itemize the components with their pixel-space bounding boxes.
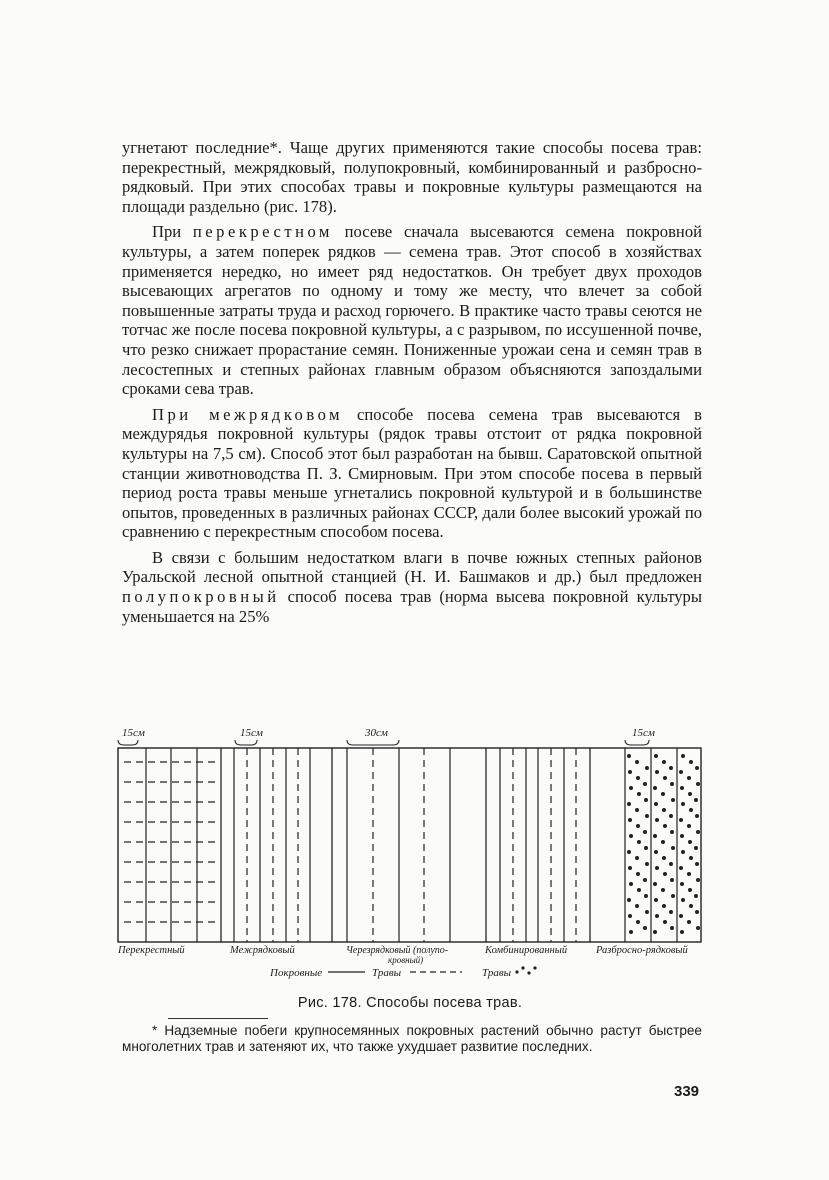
grass-seed-dot: [628, 899, 631, 902]
grass-seed-dot: [638, 841, 641, 844]
grass-seed-dot: [644, 831, 647, 834]
grass-seed-dot: [680, 867, 683, 870]
grass-seed-dot: [645, 895, 648, 898]
grass-seed-dot: [655, 899, 658, 902]
grass-seed-dot: [663, 857, 666, 860]
grass-seed-dot: [630, 787, 633, 790]
grass-seed-dot: [628, 851, 631, 854]
grass-seed-dot: [644, 927, 647, 930]
legend-dots: [515, 966, 536, 974]
figure-caption: Рис. 178. Способы посева трав.: [297, 995, 523, 1011]
grass-seed-dot: [655, 755, 658, 758]
grass-seed-dot: [681, 787, 684, 790]
figure-frame: [118, 748, 701, 942]
grass-seed-dot: [656, 771, 659, 774]
method-label-kombinirovanny: Комбинированный: [485, 945, 568, 956]
grass-seed-dot: [662, 793, 665, 796]
dim-label-3: 30см: [365, 727, 388, 739]
grass-seed-dot: [654, 787, 657, 790]
grass-seed-dot: [696, 767, 699, 770]
grass-seed-dot: [656, 819, 659, 822]
grass-seed-dot: [656, 867, 659, 870]
p2-rest: посеве сначала высеваются семена покровной культуры, а затем поперек рядков — семена трав. Этот способ в хозяйствах применяется нередко, но имеет ряд недостатков. Он требует двух проходов высевающих агрегатов по одному и тому же месту, что влечет за собой повышенные затраты труда и расход горючего. В практике часто травы сеются не тотчас же после посева покровной культуры, а с разрывом, по иссушенной почве, что резко снижает прорастание семян. Пониженные урожаи сена и семян трав в лесостепных и степных районах главным образом объясняются запоздалыми сроками сева трав.: [122, 222, 702, 399]
grass-seed-dot: [629, 867, 632, 870]
grass-seed-dot: [688, 777, 691, 780]
grass-seed-dot: [670, 815, 673, 818]
paragraph-3: [122, 405, 702, 542]
grass-seed-dot: [672, 895, 675, 898]
grass-seed-dot: [628, 803, 631, 806]
grass-seed-dot: [654, 835, 657, 838]
grass-seed-dot: [682, 755, 685, 758]
grass-seed-dot: [646, 863, 649, 866]
grass-seed-dot: [690, 857, 693, 860]
grass-seed-dot: [690, 761, 693, 764]
grass-seed-dot: [671, 927, 674, 930]
grass-seed-dot: [664, 873, 667, 876]
grass-seed-dot: [662, 889, 665, 892]
grass-seed-dot: [689, 841, 692, 844]
grass-seed-dot: [664, 777, 667, 780]
footnote-rule: [168, 1018, 268, 1019]
grass-seed-dot: [637, 825, 640, 828]
paragraph-1: угнетают последние*. Чаще других применяются такие способы посева трав: перекрестный, межрядковый, полупокровный, комбинированный и разбросно-рядковый. При этих способах травы и покровные культуры размещаются на площади раздельно (рис. 178).: [122, 138, 702, 216]
grass-seed-dot: [636, 905, 639, 908]
dim-label-4: 15см: [632, 727, 655, 739]
grass-seed-dot: [688, 921, 691, 924]
grass-seed-dot: [697, 831, 700, 834]
grass-seed-dot: [630, 883, 633, 886]
grass-seed-dot: [628, 755, 631, 758]
grass-seed-dot: [629, 915, 632, 918]
grass-seed-dot: [696, 863, 699, 866]
legend-grass-dots-label: Травы: [482, 967, 512, 979]
paragraph-2: [122, 222, 702, 398]
p4-start: В связи с большим недостатком влаги в почве южных степных районов Уральской лесной опытной станцией (Н. И. Башмаков и др.) был предложен: [122, 547, 702, 587]
grass-seed-dot: [637, 873, 640, 876]
grass-seed-dot: [671, 831, 674, 834]
grass-seed-dot: [670, 767, 673, 770]
grass-seed-dot: [645, 799, 648, 802]
grass-seed-dot: [646, 911, 649, 914]
grass-seed-dot: [644, 879, 647, 882]
grass-seed-dot: [681, 835, 684, 838]
grass-seed-dot: [697, 927, 700, 930]
grass-seed-dot: [654, 883, 657, 886]
grass-seed-dot: [672, 799, 675, 802]
grass-seed-dot: [689, 889, 692, 892]
grass-seed-dot: [663, 809, 666, 812]
method-label-cherezryadkovy: Черезрядковый (полупо-: [346, 945, 449, 956]
grass-seed-dot: [663, 761, 666, 764]
term-mezhryadkovy: При межрядковом: [152, 404, 344, 424]
body-text: [122, 138, 702, 626]
paragraph-4: [122, 548, 702, 626]
grass-seed-dot: [645, 847, 648, 850]
method-label-razbrosno: Разбросно-рядковый: [596, 945, 688, 956]
grass-seed-dot: [680, 915, 683, 918]
grass-seed-dot: [670, 863, 673, 866]
grass-seed-dot: [695, 799, 698, 802]
grass-seed-dot: [688, 873, 691, 876]
grass-seed-dot: [697, 783, 700, 786]
grass-seed-dot: [646, 767, 649, 770]
grass-seed-dot: [629, 771, 632, 774]
term-polupokrovny: полупокровный: [122, 587, 280, 607]
grass-seed-dot: [629, 819, 632, 822]
dim-label-2: 15см: [240, 727, 263, 739]
grass-seed-dot: [682, 803, 685, 806]
grass-seed-dot: [681, 883, 684, 886]
grass-seed-dot: [630, 931, 633, 934]
grass-seed-dot: [655, 803, 658, 806]
grass-seed-dot: [682, 851, 685, 854]
sowing-methods-figure: [110, 722, 710, 984]
p2-start: При: [152, 222, 193, 242]
grass-seed-dot: [664, 825, 667, 828]
grass-seed-dot: [654, 931, 657, 934]
grass-seed-dot: [696, 911, 699, 914]
grass-seed-dot: [630, 835, 633, 838]
grass-seed-dot: [670, 911, 673, 914]
grass-seed-dot: [637, 921, 640, 924]
page-number: 339: [674, 1083, 700, 1100]
grass-seed-dot: [688, 825, 691, 828]
grass-seed-dot: [638, 793, 641, 796]
grass-seed-dot: [696, 815, 699, 818]
legend-grass-dash-label: Травы: [372, 967, 402, 979]
term-perekrestny: перекрестном: [192, 222, 333, 242]
dim-label-1: 15см: [122, 727, 145, 739]
footnote: * Надземные побеги крупносемянных покровных растений обычно растут быстрее многолетних трав и затеняют их, что также ухудшает развитие последних.: [122, 1023, 702, 1054]
grass-seed-dot: [682, 899, 685, 902]
method-label-perekrestny: Перекрестный: [118, 945, 185, 956]
grass-seed-dot: [636, 857, 639, 860]
grass-seed-dot: [637, 777, 640, 780]
grass-seed-dot: [681, 931, 684, 934]
grass-seed-dot: [690, 809, 693, 812]
grass-seed-dot: [695, 895, 698, 898]
grass-seed-dot: [655, 851, 658, 854]
grass-seed-dot: [671, 783, 674, 786]
p4-rest: способ посева трав (норма высева покровной культуры уменьшается на 25%: [122, 587, 702, 626]
grass-seed-dot: [680, 819, 683, 822]
grass-seed-dot: [663, 905, 666, 908]
grass-seed-dot: [690, 905, 693, 908]
grass-seed-dot: [695, 847, 698, 850]
grass-seed-dot: [672, 847, 675, 850]
grass-seed-dot: [638, 889, 641, 892]
grass-seed-dot: [646, 815, 649, 818]
grass-seed-dot: [662, 841, 665, 844]
grass-seed-dot: [636, 809, 639, 812]
legend-cover-label: Покровные: [270, 967, 323, 979]
grass-seed-dot: [697, 879, 700, 882]
grass-seed-dot: [680, 771, 683, 774]
grass-seed-dot: [689, 793, 692, 796]
grass-seed-dot: [644, 783, 647, 786]
grass-seed-dot: [656, 915, 659, 918]
grass-seed-dot: [671, 879, 674, 882]
method-label-cherezryadkovy-2: кровный): [388, 955, 424, 965]
grass-seed-dot: [636, 761, 639, 764]
method-label-mezhryadkovy: Межрядковый: [230, 945, 295, 956]
grass-seed-dot: [664, 921, 667, 924]
p3-rest: способе посева семена трав высеваются в междурядья покровной культуры (рядок травы отстоит от рядка покровной культуры на 7,5 см). Способ этот был разработан на бывш. Саратовской опытной станции животноводства П. З. Смирновым. При этом способе посева в первый период роста травы меньше угнетались покровной культурой и в большинстве опытов, проведенных в различных районах СССР, дали более высокий урожай по сравнению с перекрестным способом посева.: [122, 404, 702, 542]
